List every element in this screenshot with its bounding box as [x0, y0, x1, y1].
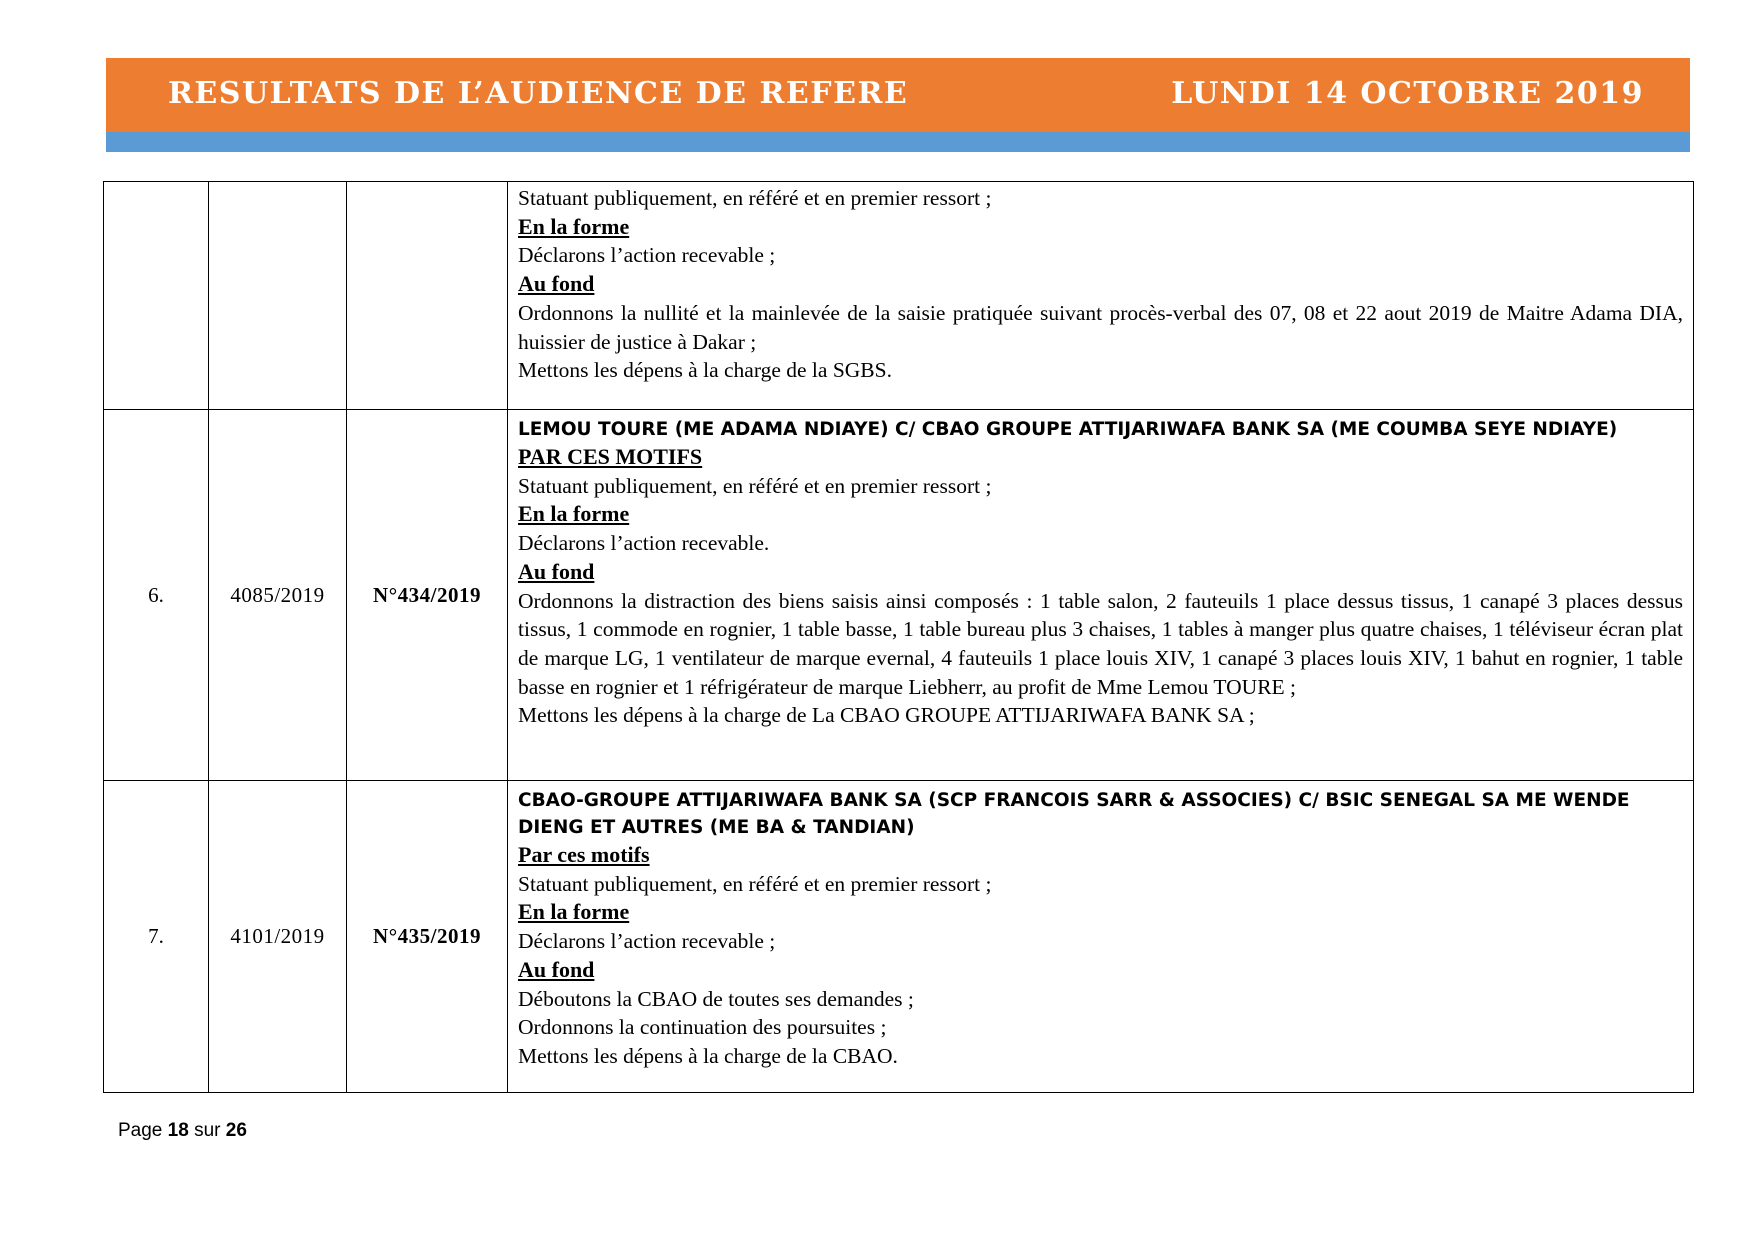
table-row — [104, 410, 1694, 781]
table-row — [104, 781, 1694, 1093]
decision-text — [508, 182, 1694, 410]
decision-line: Déboutons la CBAO de toutes ses demandes ; — [518, 986, 914, 1011]
decision-text — [508, 781, 1694, 1093]
page-total: 26 — [225, 1120, 247, 1141]
decision-line: Déclarons l’action recevable. — [518, 531, 770, 556]
hearing-date: LUNDI 14 OCTOBRE 2019 — [1171, 76, 1644, 111]
section-heading-fond: Au fond — [518, 558, 595, 584]
section-heading-fond: Au fond — [518, 956, 595, 982]
ordonnance-number — [347, 182, 508, 410]
decision-line: Mettons les dépens à la charge de la CBAO. — [518, 1043, 898, 1068]
table-row — [104, 182, 1694, 410]
section-heading-forme: En la forme — [518, 213, 630, 239]
role-number: 4085/2019 — [209, 410, 347, 781]
section-heading-fond: Au fond — [518, 271, 595, 297]
decision-line: Déclarons l’action recevable ; — [518, 929, 776, 954]
decision-line: Statuant publiquement, en référé et en premier ressort ; — [518, 473, 992, 498]
role-number: 4101/2019 — [209, 781, 347, 1093]
section-heading-forme: En la forme — [518, 501, 630, 527]
case-parties: CBAO-GROUPE ATTIJARIWAFA BANK SA (SCP FRANCOIS SARR & ASSOCIES) C/ BSIC SENEGAL SA ME WENDE DIENG ET AUTRES (ME BA & TANDIAN) — [518, 790, 1630, 838]
decision-line: Mettons les dépens à la charge de La CBAO GROUPE ATTIJARIWAFA BANK SA ; — [518, 703, 1255, 728]
case-number: 7. — [104, 781, 209, 1093]
decision-paragraph: Ordonnons la nullité et la mainlevée de la saisie pratiquée suivant procès-verbal des 07, 08 et 22 aout 2019 de Maitre Adama DIA, huissier de justice à Dakar ; — [518, 300, 1683, 354]
case-parties: LEMOU TOURE (ME ADAMA NDIAYE) C/ CBAO GROUPE ATTIJARIWAFA BANK SA (ME COUMBA SEYE NDIAYE) — [518, 419, 1618, 440]
role-number — [209, 182, 347, 410]
page-label: Page — [118, 1120, 163, 1141]
page-separator: sur — [194, 1120, 221, 1141]
decision-paragraph: Ordonnons la distraction des biens saisis ainsi composés : 1 table salon, 2 fauteuils 1 place dessus tissus, 1 canapé 3 places dessus tissus, 1 commode en rognier, 1 table basse, 1 table bureau plus 3 chaises, 1 tables à manger plus quatre chaises, 1 téléviseur écran plat de marque LG, 1 ventilateur de marque evernal, 4 fauteuils 1 place louis XIV, 1 canapé 3 places louis XIV, 1 bahut en rognier, 1 table basse en rognier et 1 réfrigérateur de marque Liebherr, au profit de Mme Lemou TOURE ; — [518, 588, 1683, 699]
decision-text — [508, 410, 1694, 781]
decision-line: Statuant publiquement, en référé et en premier ressort ; — [518, 186, 992, 210]
page-title: RESULTATS DE L’AUDIENCE DE REFERE — [168, 76, 909, 111]
case-number: 6. — [104, 410, 209, 781]
decision-line: Déclarons l’action recevable ; — [518, 243, 776, 268]
section-heading-forme: En la forme — [518, 899, 630, 925]
section-heading-motifs: Par ces motifs — [518, 842, 650, 867]
ordonnance-number: N°435/2019 — [347, 781, 508, 1093]
case-number — [104, 182, 209, 410]
header-stripe — [106, 132, 1690, 152]
page-current: 18 — [167, 1120, 189, 1141]
decision-line: Ordonnons la continuation des poursuites ; — [518, 1015, 887, 1040]
results-table — [103, 181, 1694, 1093]
ordonnance-number: N°434/2019 — [347, 410, 508, 781]
decision-line: Statuant publiquement, en référé et en premier ressort ; — [518, 871, 992, 896]
section-heading-motifs: PAR CES MOTIFS — [518, 444, 703, 469]
page-footer — [118, 1120, 247, 1142]
decision-line: Mettons les dépens à la charge de la SGBS. — [518, 358, 892, 383]
